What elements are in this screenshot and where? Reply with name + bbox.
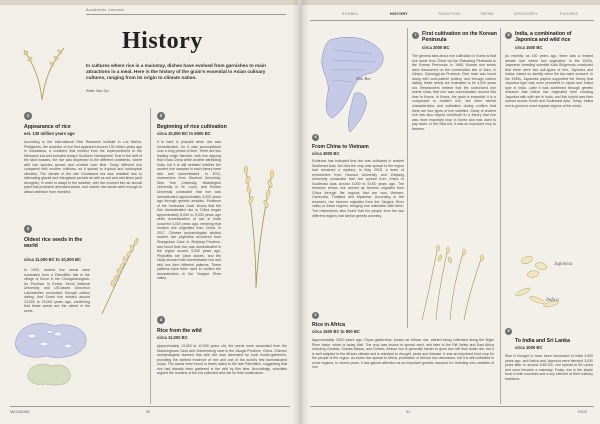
rice-blob-illustration [24,360,74,388]
section-heading: Beginning of rice cultivation [157,124,227,130]
left-page [0,0,298,424]
section-heading: First cultivation on the Korean Peninsula [422,31,497,44]
section-date: circa 11,000 BC [157,335,188,340]
section-date: circa 1500 BC [515,45,543,50]
section-heading: Rice in Africa [312,322,345,328]
section-body: As recently as 100 years ago, there was a heated debate over where rice originated. In the 1920s, Japanese breeding scientist Kato Shigemoto concluded that there were two sub-types of rice, Japonica and Indica, based on sterility when the two were crossed. In the 1930s, Japanese papers supported the theory that Japonica type was more prevalent in Japan and Indica type in India. Later it was confirmed through genetic research that Indica rice originated from crossing Japonica with wild rice in India, and this hybrid was then spread across South and Southeast Asia. Today, Indica rice is grown in most tropical regions of the world. [505,54,593,109]
rice-plant-illustration [12,40,74,102]
section-number-badge: 1 [24,112,32,120]
japonica-label: Japonica [554,262,573,267]
rice-stalk-illustration [94,232,146,317]
section-heading: India, a combination of Japonica and wild rice [515,31,572,44]
section-number-badge: 7 [412,32,419,39]
section-date: circa 1000 BC [515,345,543,350]
column-divider [500,28,501,404]
map-illustration [310,30,405,140]
section-number-badge: 8 [505,32,512,39]
section-date: circa 10,000 BC to 6000 BC [157,131,211,136]
nav-item-tradition: TRADITION [438,12,461,16]
section-body: The general idea about rice cultivation in Korea is that rice came from China via the Shandong Peninsula to the Korean Peninsula. In 1995, Korean rice seeds were discovered on the construction site of Jaeo, in Gimpo, Gyeonggi-do Province. Rice husk was found along with cord-pattern pottery, and through carbon dating, these seeds are estimated to be 4,000 years old. Researchers believe that the carbonized rice seeds show that rice was domesticated around this time in Korea. In Korea, the grain is essential; it is a component to modern rice, but other similar characteristics and cultivation during confirm that there are four types of rice varieties. Study of ancient rice has also helped contribute to a theory that rice was more important crop in Korea and was used to pay taxes. In the Silla era, it was an important crop to farmers. [412,54,496,131]
section-heading: To India and Sri Lanka [515,338,570,344]
section-date: circa 3000 BC [312,151,340,156]
section-body: According to the International Rice Research Institute in Los Baños, Philippines, the ancestor of rice first appeared around 130 million years ago in Gondwana, a continent that existed from the supercontinent to the Mesozoic era and included today's Southern Hemisphere. Due to the drift of the land masses, the rice was dispersed to the different continents, where wild rice species spread and evolved over time. Today different rice compared with modern cultivars, as it spread to tropical and subtropical climates. The climate of the late Gondwana era was unstable due to alternating glacial and interglacial periods as well as wet and arid times (and droughts). In order to adapt to the weather, wild rice evolved into an annual plant that produced abundant seeds, and mature rice seeds were enough to attract attention from mankind. [24,140,142,195]
section-body: Approximately 3,500 years ago, Oryza glaberrima, known as African rice, started being cultivated along the Niger River basin, which is today Mali. The crop was known to spread west, and later to the Rift Valley and East Africa including Gambia, Guinea-Bissau, and Guinea. African rice is generally harder to grow and mill than Asian rice, but it is well adapted to the African climate and is resistant to drought, pests and disease. It was an important food crop for the people of the region. As Asian rice spread to Africa, production of African rice decreased, but it is still cultivated in some regions. In recent years, it has gained attention as an important genetic resource for breeding new varieties of rice. [312,338,494,370]
section-number-badge: 3 [24,225,32,233]
footer-rule [10,406,290,407]
nav-item-discovery: DISCOVERY [514,12,538,16]
page-title: History [122,28,203,54]
right-page [302,0,600,424]
map-label: Min Bai [356,76,371,81]
section-number-badge: 9 [505,328,512,335]
page-gutter [292,0,310,424]
nav-item-trend: TREND [480,12,494,16]
top-bar [0,0,298,5]
section-number-badge: 4 [157,316,165,324]
japonica-indica-illustration [507,244,595,318]
section-heading: Rice from the wild [157,328,202,334]
intro-text: In cultures where rice is a mainstay, dishes have evolved from garnishes to main attractions in a meal. Here is the history of the grain's essential in Asian culinary cultures, ranging from its origin to climate nation. [86,63,266,80]
divider [86,14,286,15]
section-number-badge: 2 [157,112,165,120]
section-heading: From China to Vietnam [312,144,369,150]
section-date: circa 1500 BC to 800 BC [312,329,360,334]
section-date: circa 2000 BC [422,45,450,50]
column-divider [407,28,408,328]
page-number: 51 [406,410,411,414]
nav-item-history: HISTORY [390,12,408,16]
section-heading: Oldest rice seeds in the world [24,237,83,250]
rice-harvest-illustration [412,236,496,322]
rice-grains-illustration [10,318,92,362]
column-divider [150,108,151,404]
section-body: It is hard to pinpoint when rice was domesticated, for it was accomplished over a long period of time. There are two leading origin theories, with one arguing that it was China while another attributing India, but it is still debated whether the ancient rice samples in each theory were wild and domesticated. In 2011, researchers from Stanford University, New York University, Washington University in St. Louis, and Purdue University concluded that rice was domesticated approximately 9,000 years ago through genetic analysis. Evidence of the 'molecular clock' shows that the first domesticated rice in China began approximately 8,000 to 9,000 years ago while domestication of rice in India occurred 4,000 years ago, meaning that modern rice originates from China. In 2017, Chinese archaeologists studied ancient rice phytoliths recovered from Shangshan Cave in Zhejiang Province, and found that rice was domesticated in the region around 9,000 years ago. Phytoliths are 'plant stones', and the study showed that domesticated rice and wild rice form different patterns. These patterns have been used to confirm the domestication in the Yangtze River valley. [157,140,221,281]
section-body: Evidence has indicated that rice was cultivated in ancient Southeast Asia, but how the crop was spread to the region had remained a mystery. In May 2018, a team of researchers from Harvard University and Zhejiang University concluded that rice spread from China to Southeast Asia around 4,000 to 5,000 years ago. The research shows rice arrived as farmers migrated from China through the regions that are now Vietnam, Cambodia, Thailand and Myanmar. According to the research, rice farmers migrated from the Yangtze River valley to these regions, bringing rice cultivation with them. The researchers also found that the people from the two different regions had similar genetic ancestry. [312,159,404,218]
section-body: Rice is thought to have been introduced to India 4,500 years ago, and Indica and Japonica were blended 3,000 years later. In around 1000 BC, rice spread to Sri Lanka and soon became a mainstay. Today, rice is the staple food in both countries and a key element of their culinary traditions. [505,354,593,381]
rice-plant-tall-illustration [226,140,286,290]
section-date: est. 130 million years ago [24,131,75,136]
section-date: circa 11,000 BC to 10,000 BC [24,257,82,262]
nav-item-symbol: SYMBOL [342,12,359,16]
section-number-badge: 6 [312,312,319,319]
folio-left: MAGAZINE [10,410,30,414]
running-head: Academic Journal [86,7,125,12]
folio-right: RICE [578,410,588,414]
section-number-badge: 5 [312,134,319,141]
section-body: In 1993, ancient rice seeds were excavated from a Paleolithic site in the village of Sorori in the Chungcheongbuk-do Province in Korea. Seoul National University and US-based Geochron Laboratories concluded, through carbon dating, that Sorori rice existed around 13,000 to 15,000 years ago, confirming that these seeds are the oldest in the world. [24,268,90,313]
top-bar [302,0,600,5]
footer-rule [310,406,594,407]
nav-item-figures: FIGURES [560,12,579,16]
section-heading: Appearance of rice [24,124,71,130]
section-body: Approximately 13,000 to 12,000 years old, the seeds were excavated from the Diaotonghuan Cave and Xianrendong cave in the Jiangxi Province, China. Chinese archaeologists claimed that wild rice was harvested by local hunter-gatherers, providing the earliest evidence of rice and one of the world's first domesticated crops. The seeds were found in levels dated to the late Paleolithic, suggesting that rice had already been gathered in the wild by this time. Accordingly, scientists argued the humans of the era collected wild rice for their sustenance. [157,344,287,376]
page-number: 50 [146,410,151,414]
byline: Writer: Wan Tan [86,89,109,93]
indica-label: Indica [546,298,559,303]
nav-rule [310,20,594,21]
